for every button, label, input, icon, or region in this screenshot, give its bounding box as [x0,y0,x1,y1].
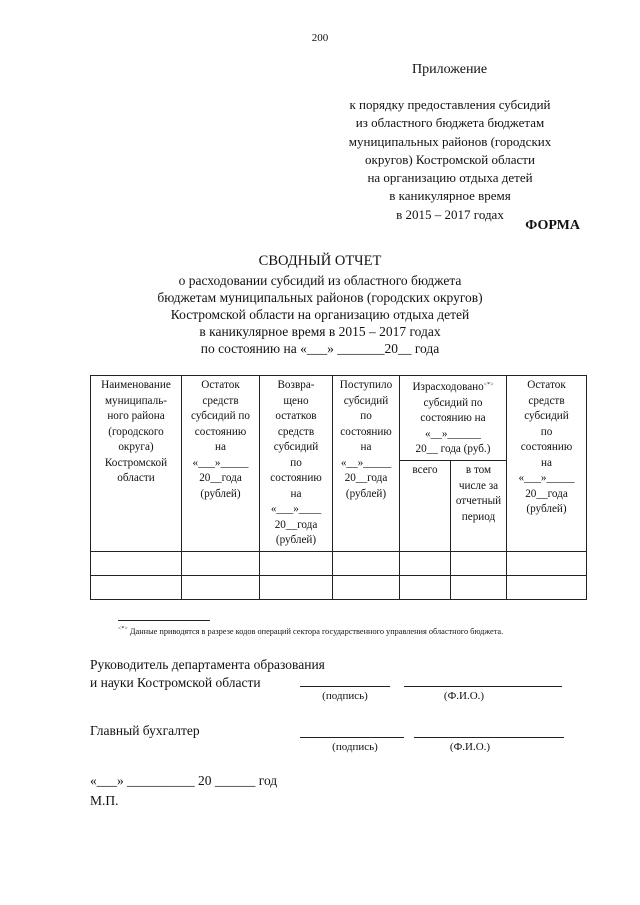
header-balance-start: Остаток средств субсидий по состоянию на «___»_____ 20__года (рублей) [182,376,260,552]
appendix-line: к порядку предоставления субсидий [349,97,551,112]
footnote-marker: <*> [483,382,494,388]
table-row [91,551,587,575]
report-table [90,375,587,600]
head-sign-line [300,686,390,687]
appendix-line: из областного бюджета бюджетам [355,115,545,131]
form-label: ФОРМА [525,218,580,233]
appendix-line: муниципальных районов (городских [348,133,552,149]
accountant-title: Главный бухгалтер [90,723,200,738]
accountant-name-line [414,737,564,738]
report-line: бюджетам муниципальных районов (городских округов) [157,290,483,305]
appendix-line: округов) Костромской области [365,151,535,167]
header-spent-total: всего [400,461,451,552]
footnote-text: Данные приводятся в разрезе кодов операций сектора государственного управления областного бюджета. [129,627,504,636]
appendix-line: в 2015 – 2017 годах [396,206,504,222]
appendix-lines [300,96,600,224]
stamp-label: М.П. [90,793,119,808]
header-received: Поступило субсидий по состоянию на «__»_____ 20__года (рублей) [333,376,400,552]
footnote-mark: <*> [118,626,128,632]
head-sign-caption: (подпись) [322,690,368,702]
footnote-divider [118,620,210,621]
report-title: СВОДНЫЙ ОТЧЕТ [258,253,382,269]
head-name-line [404,686,562,687]
accountant-sign-caption: (подпись) [332,741,378,753]
header-spent: Израсходовано<*> субсидий по состоянию на «__»______ 20__ года (руб.) [400,376,507,461]
report-line: по состоянию на «___» _______20__ года [200,341,440,356]
footnote [118,626,598,636]
header-balance-end: Остаток средств субсидий по состоянию на «___»_____ 20__года (рублей) [507,376,587,552]
head-name-caption: (Ф.И.О.) [443,690,485,702]
report-line: Костромской области на организацию отдыха детей [170,307,470,322]
accountant-sign-line [300,737,404,738]
appendix-line: на организацию отдыха детей [367,170,533,186]
header-district: Наименование муниципаль- ного района (городского округа) Костромской области [91,376,182,552]
header-spent-label: Израсходовано [412,381,484,393]
header-spent-period: в том числе за отчетный период [451,461,507,552]
report-line: в каникулярное время в 2015 – 2017 годах [199,324,441,339]
table-row [91,575,587,599]
date-line: «___» __________ 20 ______ год [90,773,278,788]
accountant-name-caption: (Ф.И.О.) [449,741,491,753]
head-title: Руководитель департамента образования и науки Костромской области [90,657,325,690]
appendix-line: в каникулярное время [389,188,511,204]
appendix-title: Приложение [412,62,488,77]
header-returned: Возвра- щено остатков средств субсидий по состоянию на «___»____ 20__года (рублей) [260,376,333,552]
report-line: о расходовании субсидий из областного бюджета [178,273,462,288]
report-subtitle [0,272,640,357]
page-number: 200 [311,32,329,44]
